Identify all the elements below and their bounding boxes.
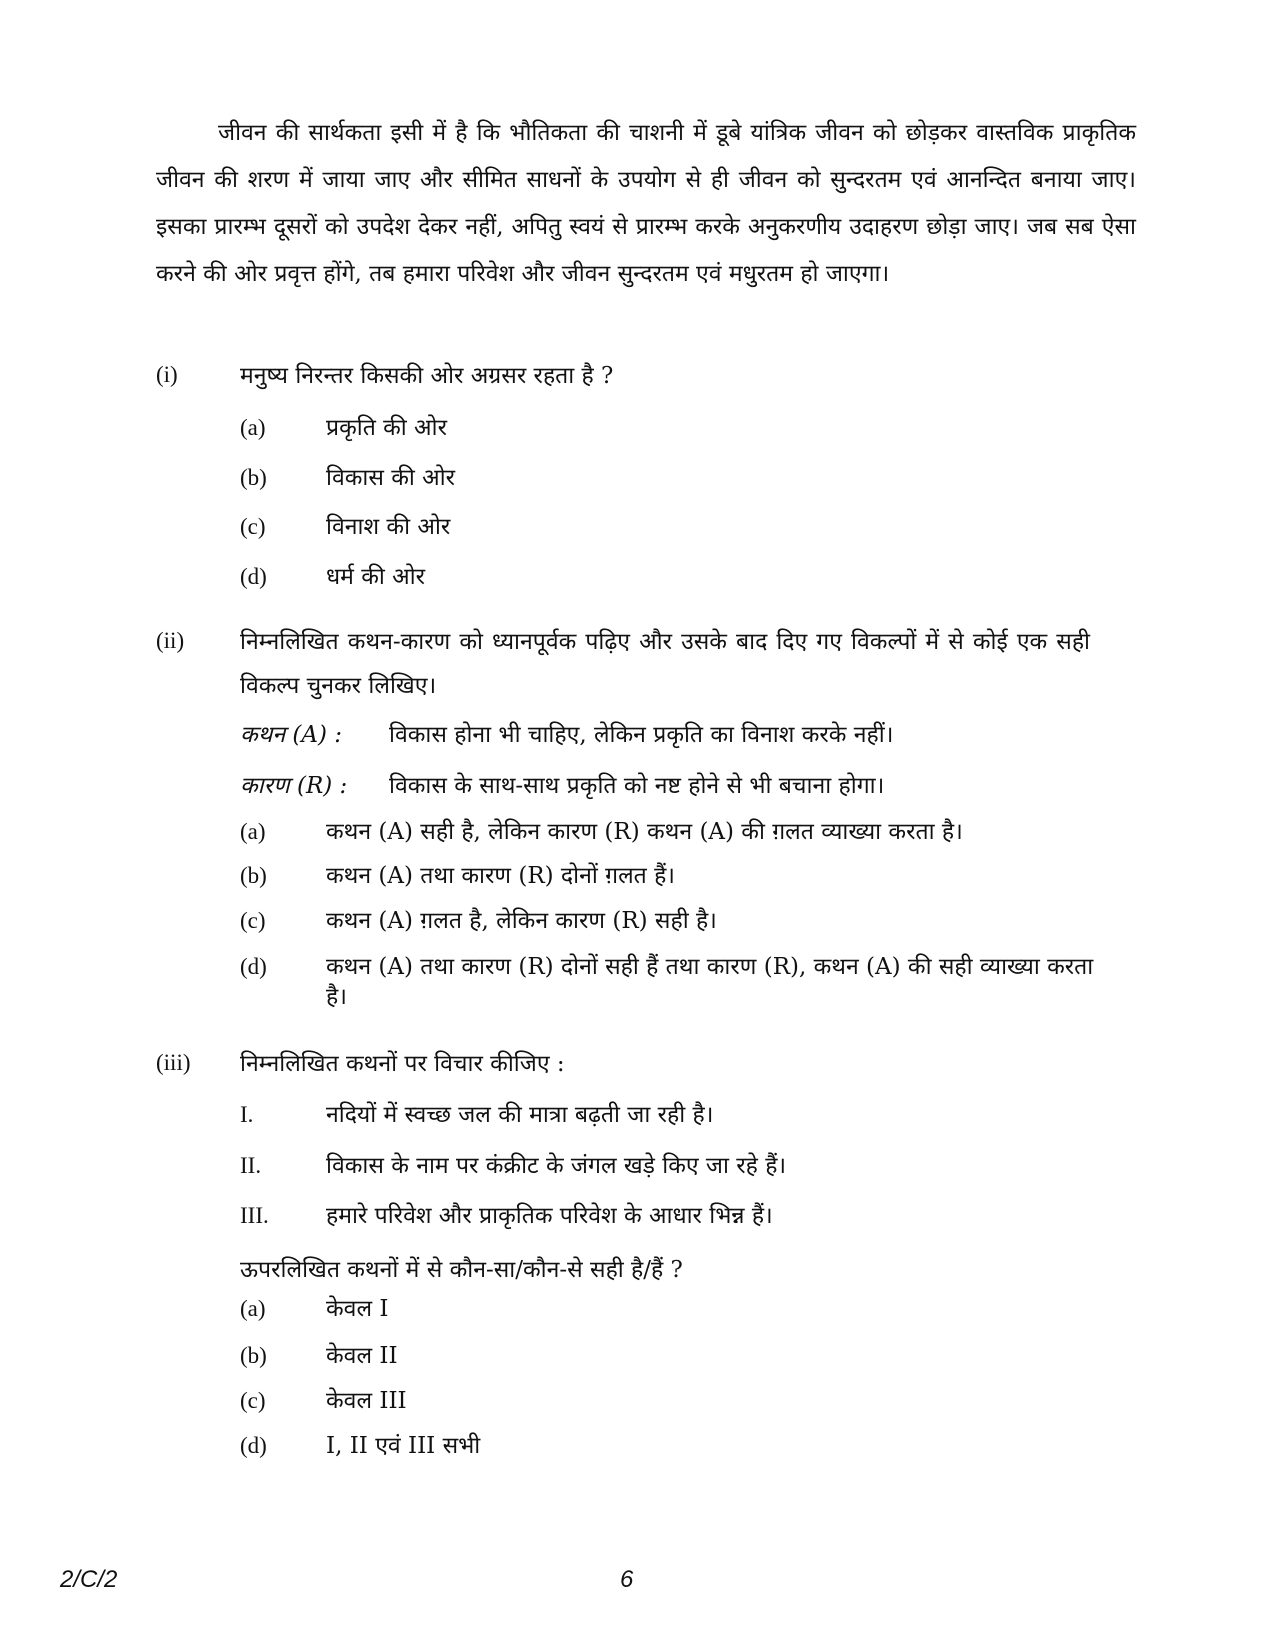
- question-text: निम्नलिखित कथन-कारण को ध्यानपूर्वक पढ़िए और उसके बाद दिए गए विकल्पों में से कोई एक सही विकल्प चुनकर लिखिए।: [240, 629, 1090, 699]
- paper-code: 2/C/2: [60, 1566, 118, 1593]
- option-text: कथन (A) तथा कारण (R) दोनों ग़लत हैं।: [326, 863, 676, 889]
- option-text: कथन (A) ग़लत है, लेकिन कारण (R) सही है।: [326, 908, 717, 934]
- statement-label: III.: [240, 1203, 269, 1228]
- statement-label: कारण (R) :: [240, 773, 348, 799]
- option-label: (b): [240, 465, 267, 490]
- option-text: विकास की ओर: [326, 465, 456, 491]
- statement-text: विकास के साथ-साथ प्रकृति को नष्ट होने से भी बचाना होगा।: [389, 773, 885, 799]
- option-label: (a): [240, 819, 266, 844]
- option-text: केवल III: [326, 1388, 407, 1414]
- option-label: (c): [240, 908, 266, 933]
- option-label: (c): [240, 1388, 266, 1413]
- option-label: (a): [240, 1296, 266, 1321]
- page-number: 6: [620, 1566, 634, 1593]
- option-label: (c): [240, 514, 266, 539]
- option-text: I, II एवं III सभी: [326, 1433, 481, 1459]
- statement-text: विकास होना भी चाहिए, लेकिन प्रकृति का विनाश करके नहीं।: [389, 722, 894, 748]
- option-text: कथन (A) सही है, लेकिन कारण (R) कथन (A) की ग़लत व्याख्या करता है।: [326, 819, 963, 845]
- question-text: मनुष्य निरन्तर किसकी ओर अग्रसर रहता है ?: [240, 363, 614, 389]
- option-text: केवल I: [326, 1296, 389, 1322]
- option-label: (b): [240, 863, 267, 888]
- option-label: (a): [240, 415, 266, 440]
- question-prompt: ऊपरलिखित कथनों में से कौन-सा/कौन-से सही है/हैं ?: [240, 1257, 683, 1283]
- option-label: (d): [240, 954, 267, 979]
- statement-text: नदियों में स्वच्छ जल की मात्रा बढ़ती जा रही है।: [326, 1102, 714, 1128]
- statement-text: विकास के नाम पर कंक्रीट के जंगल खड़े किए जा रहे हैं।: [326, 1153, 787, 1179]
- question-text: निम्नलिखित कथनों पर विचार कीजिए :: [240, 1051, 565, 1077]
- option-text: केवल II: [326, 1343, 398, 1369]
- option-text: प्रकृति की ओर: [326, 415, 447, 441]
- option-text: विनाश की ओर: [326, 514, 451, 540]
- statement-label: कथन (A) :: [240, 722, 343, 748]
- option-label: (d): [240, 564, 267, 589]
- option-text: धर्म की ओर: [326, 564, 426, 590]
- question-number: (ii): [156, 628, 185, 653]
- statement-text: हमारे परिवेश और प्राकृतिक परिवेश के आधार भिन्न हैं।: [326, 1203, 773, 1229]
- question-number: (i): [156, 362, 178, 387]
- option-text: कथन (A) तथा कारण (R) दोनों सही हैं तथा कारण (R), कथन (A) की सही व्याख्या करता है।: [326, 954, 1094, 1010]
- statement-label: I.: [240, 1102, 254, 1127]
- statement-label: II.: [240, 1153, 262, 1178]
- option-label: (b): [240, 1343, 267, 1368]
- option-label: (d): [240, 1433, 267, 1458]
- question-number: (iii): [156, 1050, 191, 1075]
- passage-paragraph: जीवन की सार्थकता इसी में है कि भौतिकता की चाशनी में डूबे यांत्रिक जीवन को छोड़कर वास्तविक प्राकृतिक जीवन की शरण में जाया जाए और सीमित साधनों के उपयोग से ही जीवन को सुन्दरतम एवं आनन्दित बनाया जाए। इसका प्रारम्भ दूसरों को उपदेश देकर नहीं, अपितु स्वयं से प्रारम्भ करके अनुकरणीय उदाहरण छोड़ा जाए। जब सब ऐसा करने की ओर प्रवृत्त होंगे, तब हमारा परिवेश और जीवन सुन्दरतम एवं मधुरतम हो जाएगा।: [156, 120, 1136, 287]
